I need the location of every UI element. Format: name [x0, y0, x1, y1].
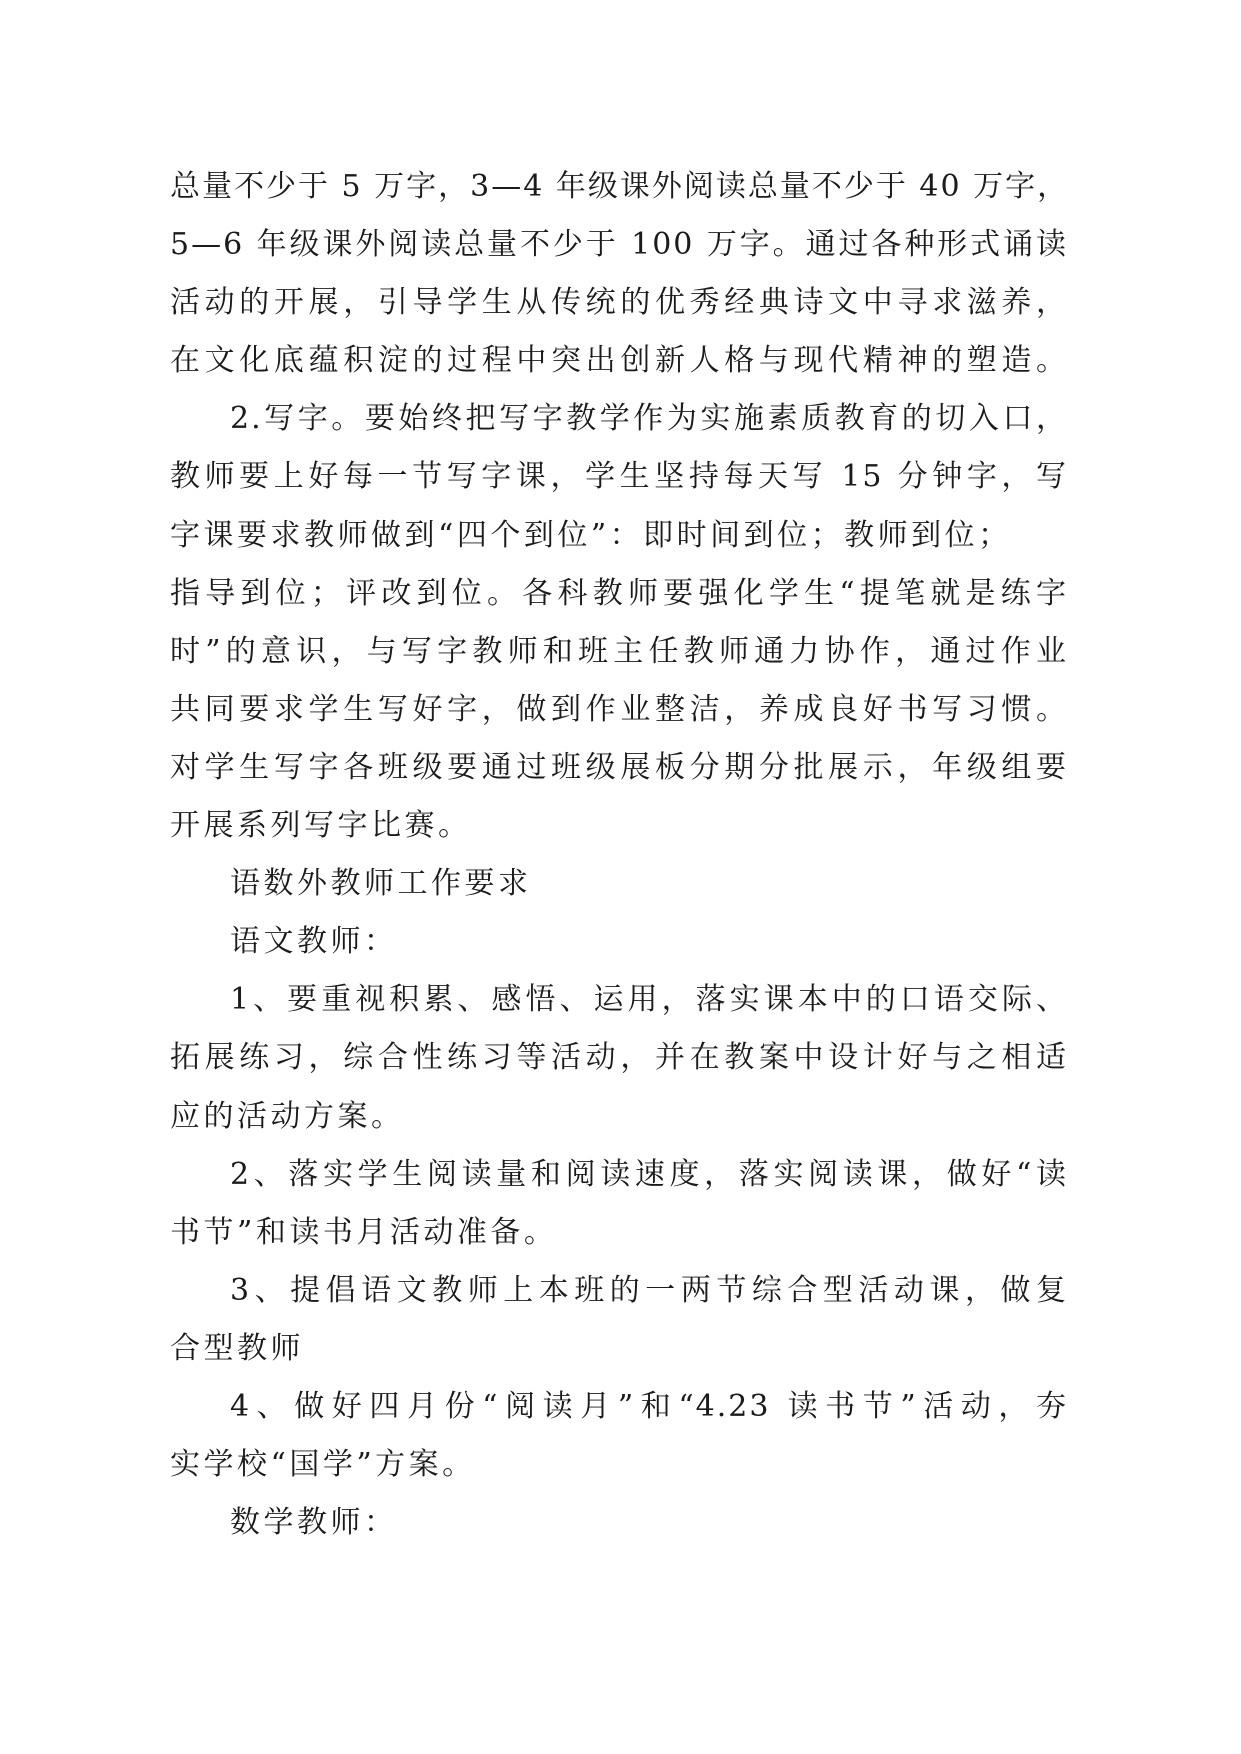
text-line: 开展系列写字比赛。 [170, 808, 472, 844]
text-line: 字课要求教师做到“四个到位”：即时间到位；教师到位； [170, 517, 1012, 553]
text-line: 时”的意识，与写字教师和班主任教师通力协作，通过作业 [170, 633, 1068, 669]
document-body [170, 158, 1068, 1552]
text-line: 5—6 年级课外阅读总量不少于 100 万字。通过各种形式诵读 [170, 227, 1068, 263]
text-line: 教师要上好每一节写字课，学生坚持每天写 15 分钟字，写 [170, 459, 1068, 495]
text-line: 活动的开展，引导学生从传统的优秀经典诗文中寻求滋养， [170, 285, 1068, 321]
text-line: 3、提倡语文教师上本班的一两节综合型活动课，做复 [230, 1272, 1068, 1308]
text-line: 数学教师： [230, 1505, 398, 1541]
text-line: 实学校“国学”方案。 [170, 1447, 476, 1483]
list-item [170, 1146, 1068, 1262]
subsection-heading [170, 1494, 1068, 1552]
text-line: 4、做好四月份“阅读月”和“4.23 读书节”活动，夯 [230, 1388, 1068, 1424]
text-line: 书节”和读书月活动准备。 [170, 1214, 558, 1250]
text-line: 拓展练习，综合性练习等活动，并在教案中设计好与之相适 [170, 1040, 1068, 1076]
paragraph [170, 158, 1068, 390]
text-line: 在文化底蕴积淀的过程中突出创新人格与现代精神的塑造。 [170, 343, 1068, 379]
text-line: 共同要求学生写好字，做到作业整洁，养成良好书写习惯。 [170, 691, 1068, 727]
list-item [170, 1378, 1068, 1494]
text-line: 1、要重视积累、感悟、运用，落实课本中的口语交际、 [230, 982, 1068, 1018]
section-heading [170, 855, 1068, 913]
text-line: 语文教师： [230, 924, 398, 960]
list-item [170, 971, 1068, 1145]
text-line: 合型教师 [170, 1330, 304, 1366]
text-line: 语数外教师工作要求 [230, 866, 532, 902]
text-line: 总量不少于 5 万字，3—4 年级课外阅读总量不少于 40 万字， [170, 169, 1070, 204]
text-line: 指导到位；评改到位。各科教师要强化学生“提笔就是练字 [170, 575, 1068, 611]
text-line: 应的活动方案。 [170, 1098, 405, 1134]
paragraph [170, 390, 1068, 855]
text-line: 对学生写字各班级要通过班级展板分期分批展示，年级组要 [170, 749, 1068, 785]
subsection-heading [170, 913, 1068, 971]
text-line: 2、落实学生阅读量和阅读速度，落实阅读课，做好“读 [230, 1156, 1068, 1192]
text-line: 2.写字。要始终把写字教学作为实施素质教育的切入口， [230, 401, 1068, 437]
list-item [170, 1262, 1068, 1378]
